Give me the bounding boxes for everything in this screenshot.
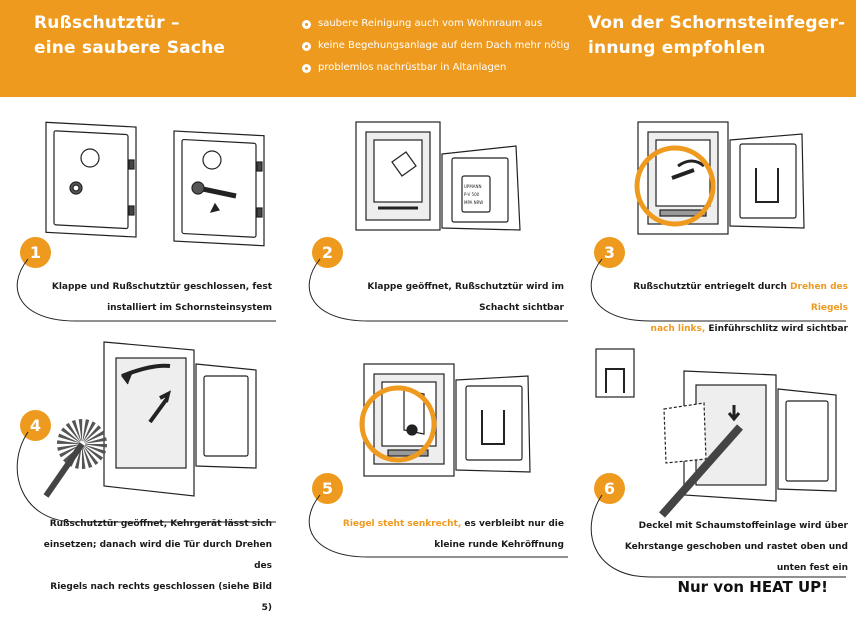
illustration-bolt-vertical (358, 360, 538, 480)
plate-label: P-V 500 (464, 192, 480, 197)
step-caption: Deckel mit Schaumstoffeinlage wird über Kehrstange geschoben und rastet oben und unten fest ein (624, 521, 848, 573)
header-title-left: Rußschutztür – eine saubere Sache (34, 13, 226, 58)
header-title-right: Von der Schornsteinfeger- innung empfohlen (588, 13, 846, 58)
step-badge: 1 (20, 237, 51, 268)
step-caption: Rußschutztür geöffnet, Kehrgerät lässt sich einsetzen; danach wird die Tür durch Drehen des Riegels nach rechts geschlossen (siehe Bild 5) (43, 519, 272, 613)
header-banner (0, 0, 856, 97)
step-badge: 6 (594, 473, 625, 504)
illustration-flap-open (352, 118, 532, 238)
step-badge: 4 (20, 410, 51, 441)
step-badge: 3 (594, 237, 625, 268)
bullet-icon (302, 64, 311, 73)
step-caption: Rußschutztür entriegelt durch Drehen des Riegels nach links, Einführschlitz wird sichtbar (633, 282, 848, 334)
feature-item: keine Begehungsanlage auf dem Dach mehr nötig (302, 35, 570, 57)
footer-slogan: Nur von HEAT UP! (677, 578, 828, 596)
step-caption: Klappe und Rußschutztür geschlossen, fest installiert im Schornsteinsystem (51, 282, 272, 313)
plate-label: MPA NRW (464, 200, 484, 205)
illustration-closed-door (40, 118, 280, 238)
feature-item: saubere Reinigung auch vom Wohnraum aus (302, 13, 570, 35)
step-badge: 5 (312, 473, 343, 504)
bullet-icon (302, 20, 311, 29)
step-badge: 2 (312, 237, 343, 268)
feature-list (302, 13, 570, 79)
step-caption: Klappe geöffnet, Rußschutztür wird im Schacht sichtbar (367, 282, 564, 313)
step-caption: Riegel steht senkrecht, es verbleibt nur die kleine runde Kehröffnung (342, 519, 564, 550)
plate-label: UPMANN (464, 184, 482, 189)
bullet-icon (302, 42, 311, 51)
step-arc (6, 428, 286, 528)
illustration-unlocked (632, 118, 812, 243)
feature-item: problemlos nachrüstbar in Altanlagen (302, 57, 570, 79)
